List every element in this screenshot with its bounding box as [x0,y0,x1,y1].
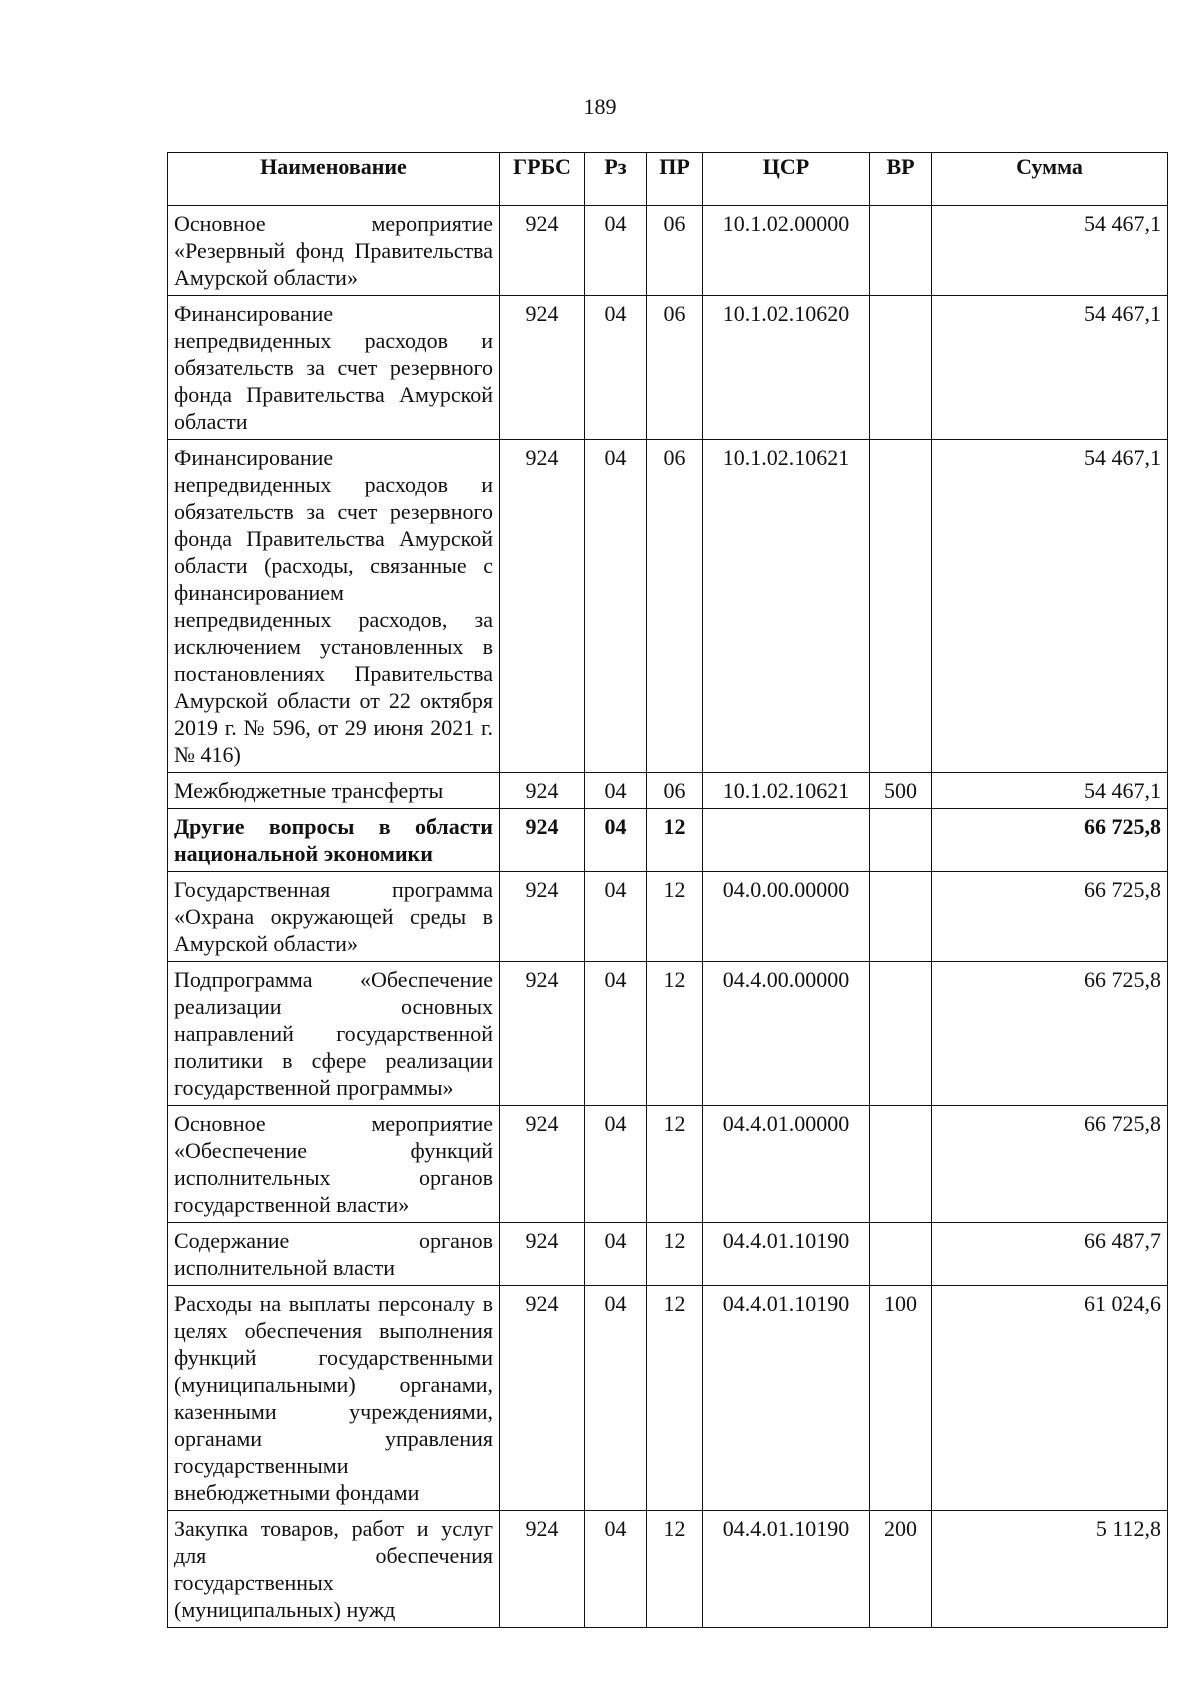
cell-vr [870,1106,932,1223]
cell-name: Государственная программа «Охрана окружающей среды в Амурской области» [168,872,500,962]
table-row [168,206,1168,296]
cell-name: Основное мероприятие «Обеспечение функций исполнительных органов государственной власти» [168,1106,500,1223]
cell-sum: 54 467,1 [932,440,1168,773]
cell-name: Закупка товаров, работ и услуг для обеспечения государственных (муниципальных) нужд [168,1511,500,1628]
cell-rz: 04 [585,1106,647,1223]
budget-table [167,152,1168,1628]
cell-rz: 04 [585,1286,647,1511]
cell-grbs: 924 [500,872,585,962]
cell-grbs: 924 [500,809,585,872]
cell-name: Основное мероприятие «Резервный фонд Правительства Амурской области» [168,206,500,296]
page-number: 189 [583,94,617,119]
cell-vr [870,1223,932,1286]
header-vr: ВР [870,153,932,206]
cell-csr: 04.4.01.10190 [703,1511,870,1628]
header-grbs: ГРБС [500,153,585,206]
cell-name: Финансирование непредвиденных расходов и обязательств за счет резервного фонда Правительства Амурской области [168,296,500,440]
cell-grbs: 924 [500,962,585,1106]
cell-name: Другие вопросы в области национальной экономики [168,809,500,872]
cell-name: Финансирование непредвиденных расходов и обязательств за счет резервного фонда Правительства Амурской области (расходы, связанные с финансированием непредвиденных расходов, за исключением установленных в постановлениях Правительства Амурской области от 22 октября 2019 г. № 596, от 29 июня 2021 г. № 416) [168,440,500,773]
header-sum: Сумма [932,153,1168,206]
cell-grbs: 924 [500,1223,585,1286]
cell-rz: 04 [585,1511,647,1628]
cell-vr [870,296,932,440]
cell-pr: 12 [647,1106,703,1223]
cell-name: Подпрограмма «Обеспечение реализации основных направлений государственной политики в сфере реализации государственной программы» [168,962,500,1106]
cell-vr: 500 [870,773,932,809]
cell-sum: 5 112,8 [932,1511,1168,1628]
table-row [168,1223,1168,1286]
cell-csr: 10.1.02.10621 [703,440,870,773]
cell-vr: 100 [870,1286,932,1511]
cell-csr: 04.4.00.00000 [703,962,870,1106]
cell-sum: 66 725,8 [932,962,1168,1106]
table-row [168,872,1168,962]
table-row [168,296,1168,440]
cell-grbs: 924 [500,773,585,809]
cell-vr [870,206,932,296]
cell-csr: 04.4.01.10190 [703,1286,870,1511]
cell-grbs: 924 [500,440,585,773]
cell-csr: 10.1.02.10621 [703,773,870,809]
cell-pr: 12 [647,1223,703,1286]
header-csr: ЦСР [703,153,870,206]
table-row [168,1286,1168,1511]
cell-vr [870,962,932,1106]
cell-sum: 66 725,8 [932,809,1168,872]
cell-csr: 10.1.02.10620 [703,296,870,440]
cell-rz: 04 [585,962,647,1106]
cell-grbs: 924 [500,1511,585,1628]
cell-sum: 66 725,8 [932,1106,1168,1223]
cell-vr [870,440,932,773]
table-body [168,206,1168,1628]
cell-rz: 04 [585,206,647,296]
table-row [168,773,1168,809]
cell-sum: 66 725,8 [932,872,1168,962]
cell-pr: 12 [647,872,703,962]
table-row [168,440,1168,773]
cell-pr: 12 [647,809,703,872]
cell-name: Содержание органов исполнительной власти [168,1223,500,1286]
table-header-row [168,153,1168,206]
cell-rz: 04 [585,872,647,962]
cell-csr: 04.4.01.10190 [703,1223,870,1286]
cell-pr: 12 [647,962,703,1106]
cell-csr: 04.0.00.00000 [703,872,870,962]
cell-pr: 12 [647,1286,703,1511]
cell-rz: 04 [585,809,647,872]
cell-sum: 54 467,1 [932,296,1168,440]
table-row [168,962,1168,1106]
cell-rz: 04 [585,296,647,440]
header-name: Наименование [168,153,500,206]
table-row [168,809,1168,872]
cell-sum: 54 467,1 [932,773,1168,809]
cell-sum: 61 024,6 [932,1286,1168,1511]
cell-grbs: 924 [500,206,585,296]
cell-name: Межбюджетные трансферты [168,773,500,809]
cell-grbs: 924 [500,1106,585,1223]
table-row [168,1511,1168,1628]
table-row [168,1106,1168,1223]
cell-rz: 04 [585,1223,647,1286]
cell-vr [870,872,932,962]
cell-csr: 10.1.02.00000 [703,206,870,296]
cell-vr [870,809,932,872]
cell-pr: 06 [647,206,703,296]
cell-csr: 04.4.01.00000 [703,1106,870,1223]
cell-pr: 06 [647,440,703,773]
header-rz: Рз [585,153,647,206]
cell-grbs: 924 [500,1286,585,1511]
cell-pr: 06 [647,296,703,440]
cell-grbs: 924 [500,296,585,440]
cell-rz: 04 [585,773,647,809]
cell-pr: 12 [647,1511,703,1628]
cell-sum: 66 487,7 [932,1223,1168,1286]
cell-vr: 200 [870,1511,932,1628]
cell-pr: 06 [647,773,703,809]
header-pr: ПР [647,153,703,206]
cell-rz: 04 [585,440,647,773]
cell-name: Расходы на выплаты персоналу в целях обеспечения выполнения функций государственными (муниципальными) органами, казенными учреждениями, органами управления государственными внебюджетными фондами [168,1286,500,1511]
cell-csr [703,809,870,872]
cell-sum: 54 467,1 [932,206,1168,296]
